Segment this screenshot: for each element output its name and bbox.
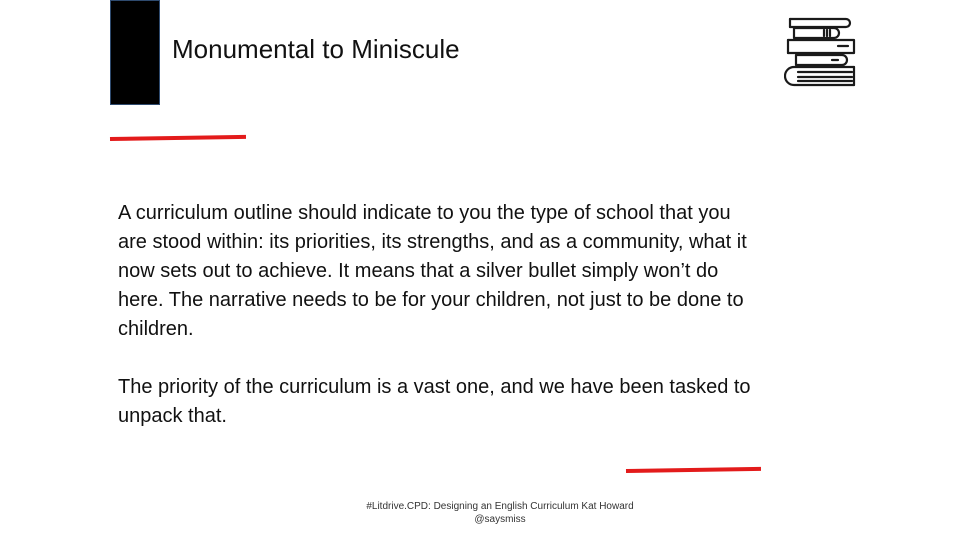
footer-line-1: #Litdrive.CPD: Designing an English Curriculum Kat Howard: [366, 501, 634, 512]
books-stack-icon: [784, 15, 858, 89]
footer-line-2: @saysmiss: [474, 514, 526, 525]
accent-line-top: [110, 135, 246, 141]
slide-title: Monumental to Miniscule: [172, 34, 460, 64]
slide-body: [118, 199, 758, 431]
body-paragraph-1: A curriculum outline should indicate to you the type of school that you are stood within: its priorities, its strengths, and as a community, what it now sets out to achieve. It means that a silver bullet simply won’t do here. The narrative needs to be for your children, not just to be done to children.: [118, 202, 747, 340]
accent-line-bottom: [626, 467, 761, 473]
title-accent-block: [110, 0, 160, 105]
body-paragraph-2: The priority of the curriculum is a vast one, and we have been tasked to unpack that.: [118, 376, 751, 427]
slide-footer: [330, 500, 670, 526]
